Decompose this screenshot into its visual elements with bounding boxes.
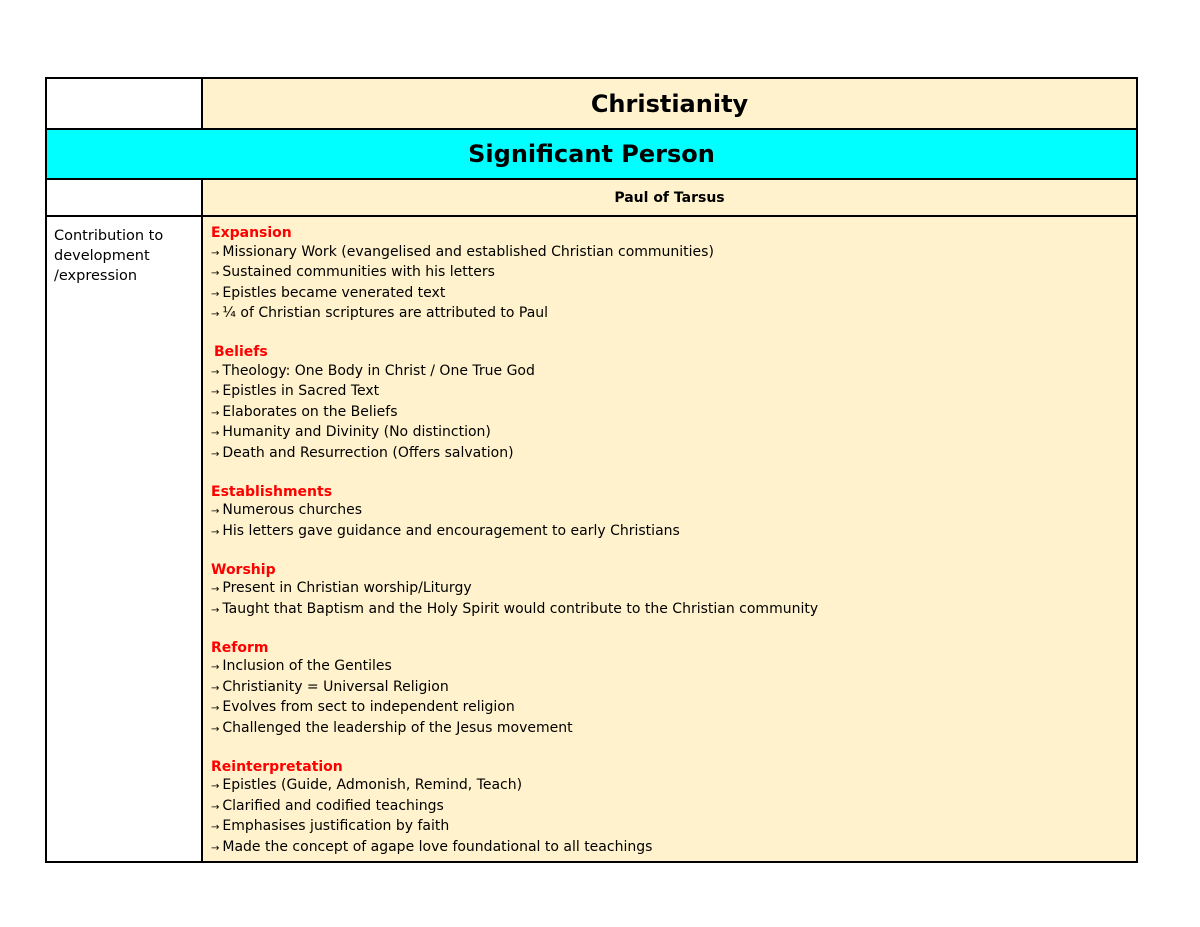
list-item [211, 600, 1128, 621]
section-reinterpretation [211, 758, 1128, 859]
arrow-bullet-icon: → [211, 247, 220, 259]
arrow-bullet-icon: → [211, 723, 220, 735]
list-item [211, 304, 1128, 325]
section-expansion [211, 224, 1128, 325]
list-item-text: Challenged the leadership of the Jesus movement [222, 719, 573, 736]
row-label-line: /expression [54, 268, 138, 284]
arrow-bullet-icon: → [211, 703, 220, 714]
list-item-text: Elaborates on the Beliefs [222, 403, 398, 420]
list-item [211, 698, 1128, 719]
list-item [211, 501, 1128, 522]
arrow-bullet-icon: → [211, 526, 220, 538]
list-item [211, 284, 1128, 305]
list-item-text: His letters gave guidance and encouragement to early Christians [222, 522, 680, 539]
person-row [47, 180, 1136, 217]
arrow-bullet-icon: → [211, 781, 220, 792]
section-heading: Reform [211, 639, 269, 656]
list-item-text: Numerous churches [222, 502, 362, 518]
summary-table [45, 77, 1138, 863]
banner-row [47, 130, 1136, 180]
list-item [211, 838, 1128, 859]
arrow-bullet-icon: → [211, 428, 220, 439]
list-item-text: Christianity = Universal Religion [222, 678, 449, 695]
section-heading: Reinterpretation [211, 758, 343, 775]
row-label-line: Contribution to [54, 228, 164, 244]
list-item-text: Epistles in Sacred Text [222, 383, 380, 399]
arrow-bullet-icon: → [211, 822, 220, 833]
contribution-content [203, 217, 1136, 861]
arrow-bullet-icon: → [211, 801, 220, 813]
list-item [211, 382, 1128, 403]
banner-title: Significant Person [468, 140, 715, 168]
arrow-bullet-icon: → [211, 584, 220, 595]
arrow-bullet-icon: → [211, 268, 220, 279]
arrow-bullet-icon: → [211, 682, 220, 694]
list-item-text: Clarified and codified teachings [222, 797, 444, 814]
list-item [211, 243, 1128, 264]
section-beliefs [211, 343, 1128, 464]
list-item [211, 719, 1128, 740]
row-label-line: development [54, 248, 150, 264]
section-establishments [211, 483, 1128, 543]
section-heading: Expansion [211, 225, 292, 241]
list-item-text: Taught that Baptism and the Holy Spirit would contribute to the Christian community [222, 600, 819, 617]
list-item [211, 678, 1128, 699]
list-item [211, 522, 1128, 543]
arrow-bullet-icon: → [211, 506, 220, 517]
list-item-text: Humanity and Divinity (No distinction) [222, 424, 491, 440]
arrow-bullet-icon: → [211, 842, 220, 854]
arrow-bullet-icon: → [211, 407, 220, 419]
list-item-text: Death and Resurrection (Offers salvation) [222, 444, 514, 461]
list-item-text: Epistles (Guide, Admonish, Remind, Teach) [222, 777, 523, 793]
list-item [211, 797, 1128, 818]
arrow-bullet-icon: → [211, 309, 220, 320]
table-title: Christianity [203, 79, 1136, 128]
list-item-text: Made the concept of agape love foundational to all teachings [222, 838, 653, 855]
list-item [211, 817, 1128, 838]
arrow-bullet-icon: → [211, 448, 220, 460]
arrow-bullet-icon: → [211, 662, 220, 673]
section-heading: Beliefs [214, 344, 268, 360]
person-row-empty-cell [47, 180, 203, 215]
list-item-text: Inclusion of the Gentiles [222, 658, 392, 674]
title-row [47, 79, 1136, 130]
list-item [211, 657, 1128, 678]
section-heading: Establishments [211, 483, 333, 500]
list-item-text: Missionary Work (evangelised and established Christian communities) [222, 243, 714, 260]
list-item [211, 423, 1128, 444]
section-heading: Worship [211, 561, 276, 578]
row-label [47, 217, 203, 861]
list-item [211, 579, 1128, 600]
list-item [211, 444, 1128, 465]
title-row-empty-cell [47, 79, 203, 128]
list-item [211, 776, 1128, 797]
list-item-text: Evolves from sect to independent religion [222, 699, 515, 715]
list-item-text: Sustained communities with his letters [222, 264, 495, 280]
list-item-text: Epistles became venerated text [222, 284, 446, 301]
section-worship [211, 561, 1128, 621]
list-item-text: Emphasises justification by faith [222, 818, 450, 834]
section-reform [211, 639, 1128, 740]
list-item [211, 362, 1128, 383]
arrow-bullet-icon: → [211, 387, 220, 398]
contribution-row [47, 217, 1136, 861]
person-name: Paul of Tarsus [203, 180, 1136, 215]
list-item-text: ¼ of Christian scriptures are attributed to Paul [222, 305, 549, 321]
arrow-bullet-icon: → [211, 366, 220, 378]
list-item [211, 403, 1128, 424]
list-item-text: Theology: One Body in Christ / One True God [222, 362, 535, 379]
arrow-bullet-icon: → [211, 604, 220, 616]
arrow-bullet-icon: → [211, 288, 220, 300]
list-item-text: Present in Christian worship/Liturgy [222, 580, 472, 596]
list-item [211, 263, 1128, 284]
